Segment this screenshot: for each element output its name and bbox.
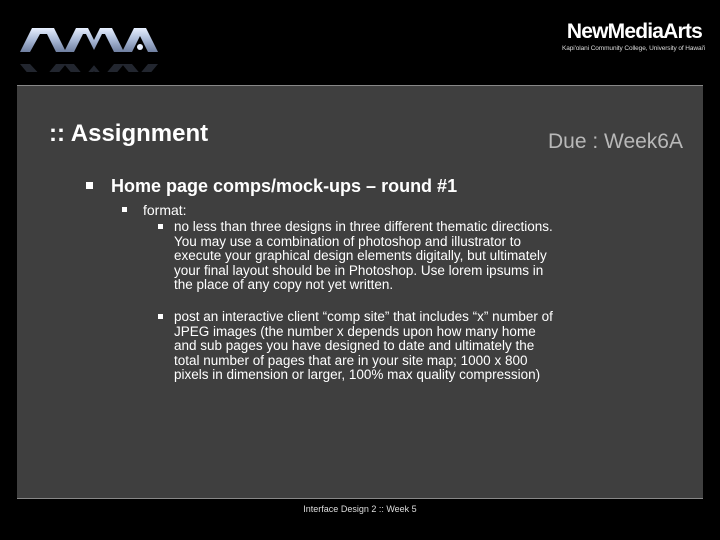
line: total number of pages that are in your site map; 1000 x 800 [174, 352, 528, 368]
bullet-text: Home page comps/mock-ups – round #1 [111, 176, 458, 196]
line: You may use a combination of photoshop and illustrator to [174, 233, 521, 249]
line: JPEG images (the number x depends upon how many home [174, 323, 536, 339]
footer-text: Interface Design 2 :: Week 5 [303, 504, 417, 514]
due-label: Due : Week6A [547, 130, 683, 153]
square-bullet-icon [122, 207, 127, 212]
brand-name: NewMediaArts [566, 20, 702, 43]
line: and sub pages you have designed to date and ultimately the [174, 338, 535, 354]
square-bullet-icon [86, 182, 93, 189]
bullet-paragraph [174, 220, 553, 293]
square-bullet-icon [158, 314, 163, 319]
line: execute your graphical design elements digitally, but ultimately [174, 248, 547, 264]
line: pixels in dimension or larger, 100% max quality compression) [174, 367, 541, 383]
bullet-text: format: [143, 202, 187, 218]
brand-subtitle: Kapi'olani Community College, University of Hawai'i [562, 45, 706, 52]
line: the place of any copy not yet written. [174, 277, 394, 293]
line: post an interactive client “comp site” that includes “x” number of [174, 309, 553, 324]
slide-title: :: Assignment [49, 120, 209, 147]
square-bullet-icon [158, 224, 163, 229]
brand-logo [562, 20, 706, 53]
line: your final layout should be in Photoshop. Use lorem ipsums in [174, 262, 544, 278]
line: no less than three designs in three different thematic directions. [174, 219, 553, 234]
nma-logo-graphic [18, 22, 160, 72]
nma-logo [18, 22, 160, 72]
bullet-paragraph [174, 310, 553, 383]
